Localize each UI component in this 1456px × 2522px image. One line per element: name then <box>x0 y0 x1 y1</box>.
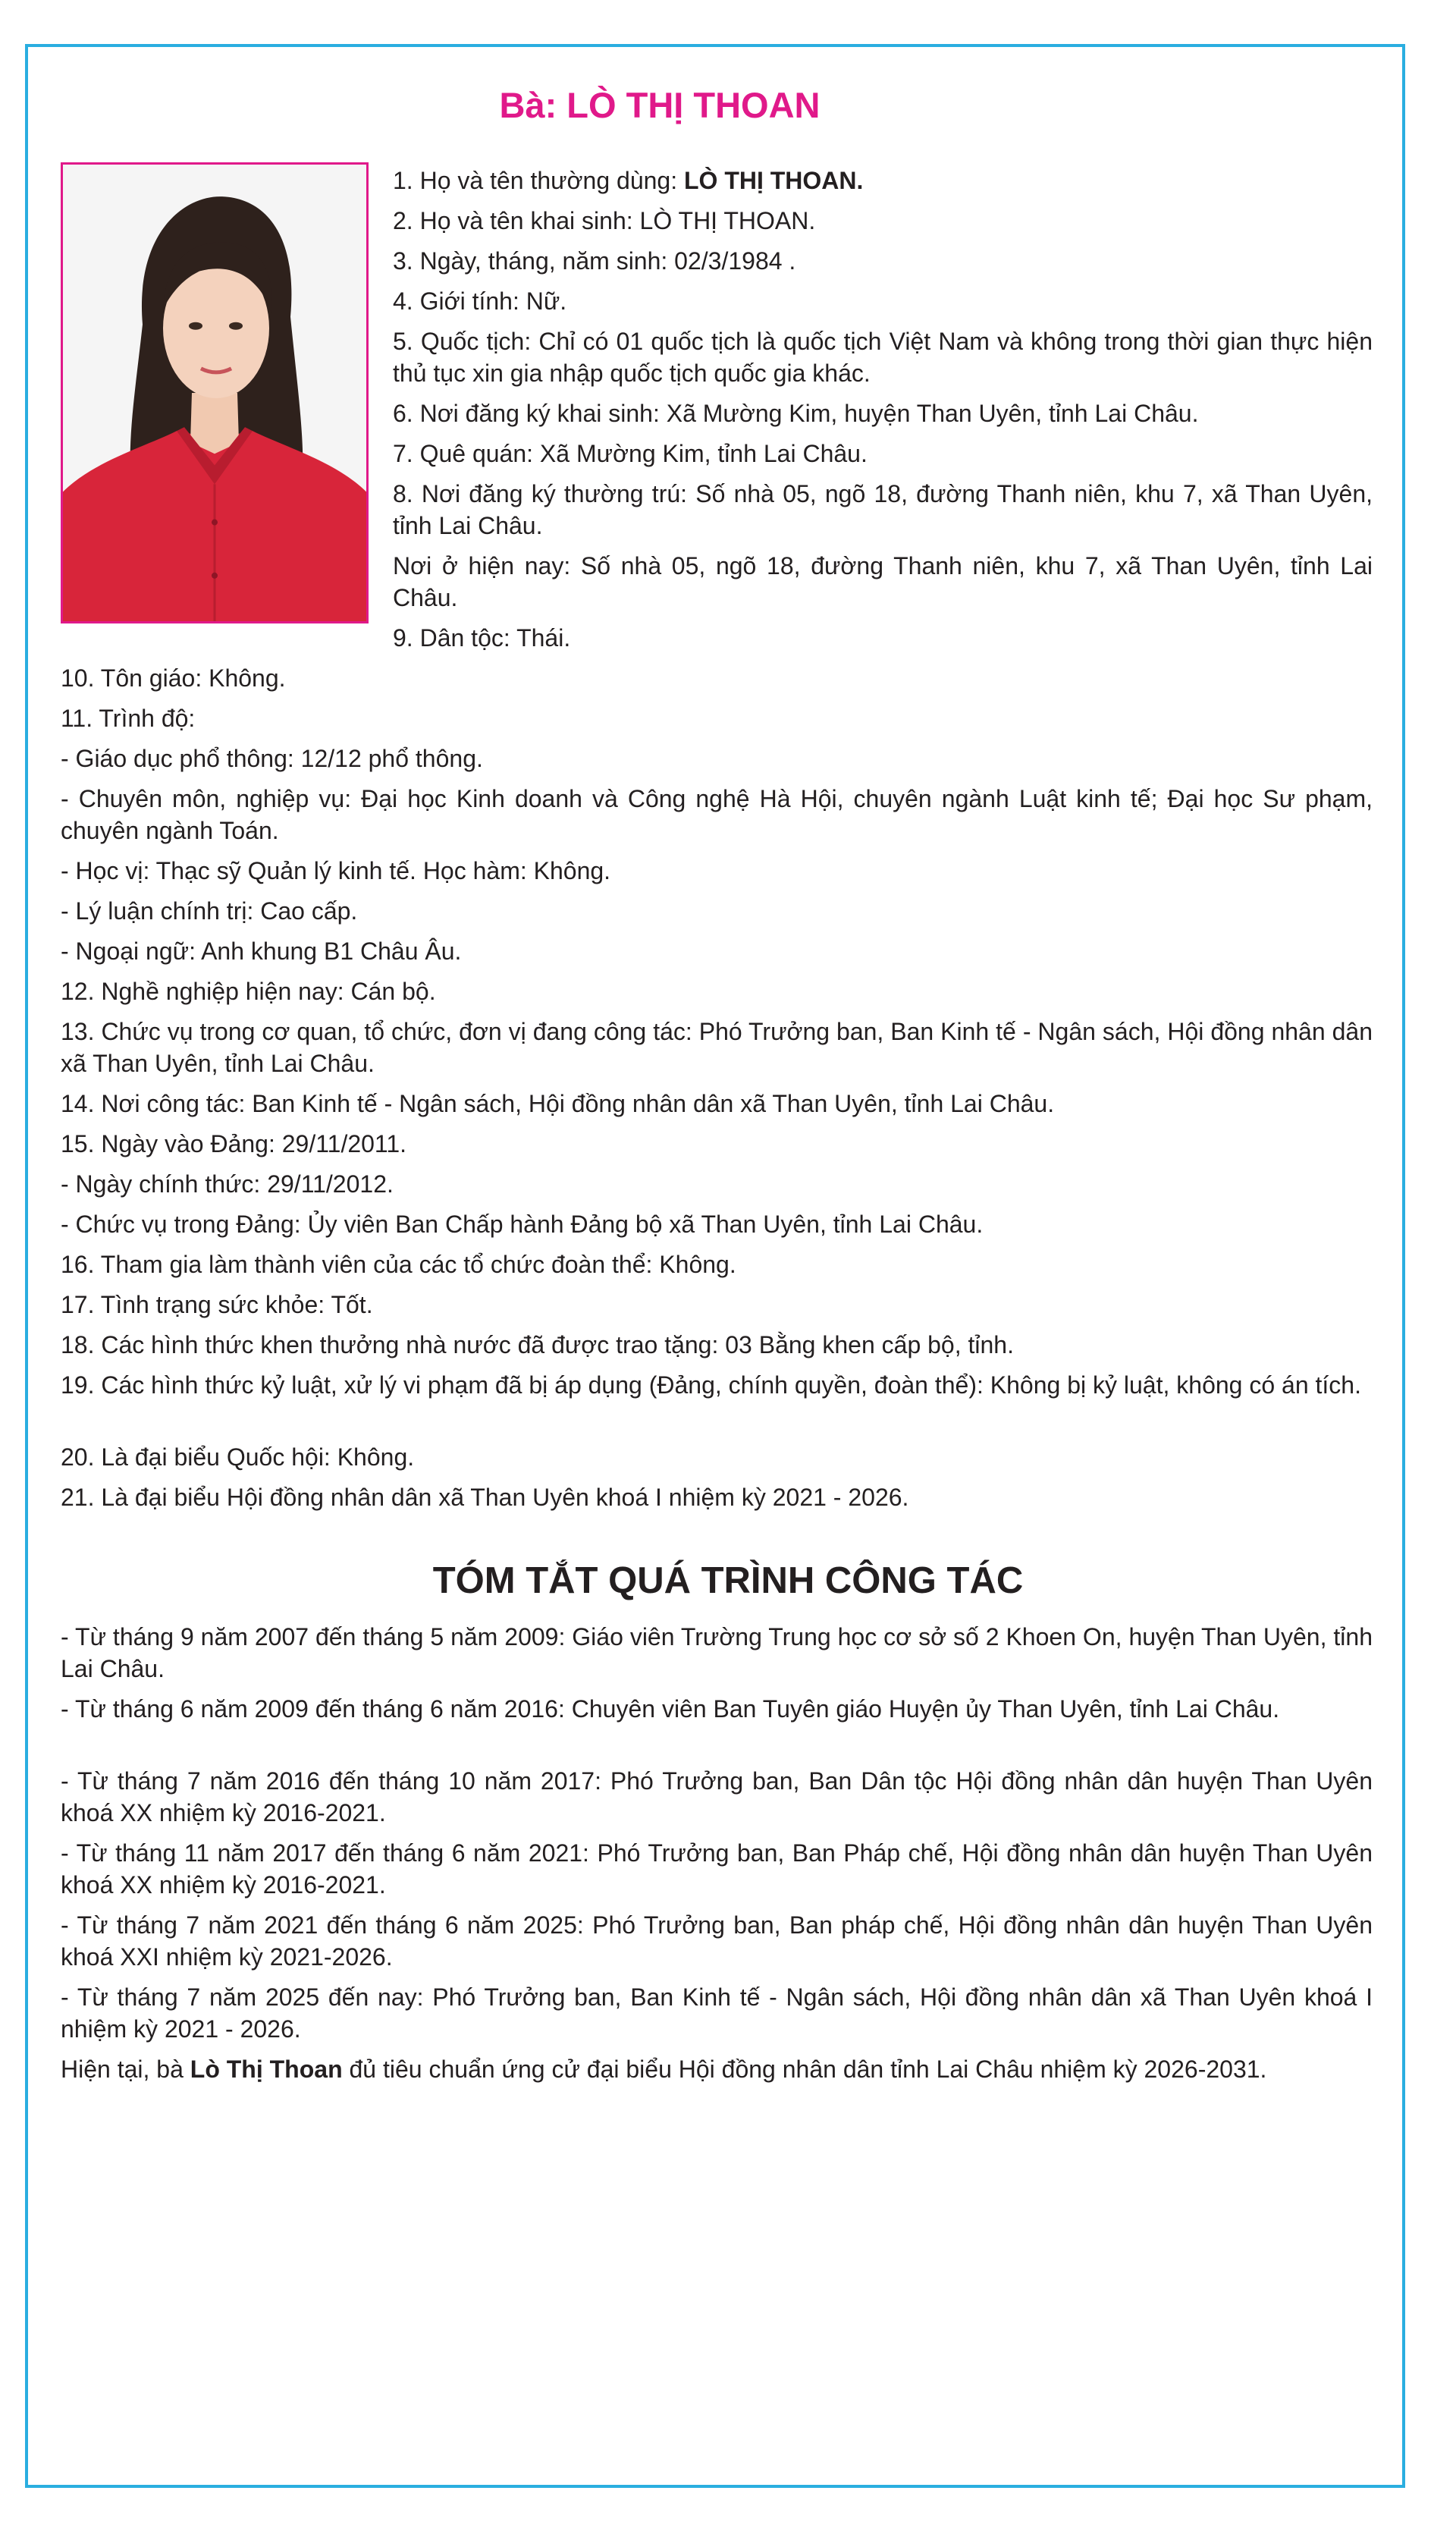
item-19: 19. Các hình thức kỷ luật, xử lý vi phạm đã bị áp dụng (Đảng, chính quyền, đoàn thể): Không bị kỷ luật, không có án tích. <box>61 1371 1361 1399</box>
item-7: 7. Quê quán: Xã Mường Kim, tỉnh Lai Châu. <box>393 440 868 467</box>
item-15: 15. Ngày vào Đảng: 29/11/2011. <box>61 1130 407 1157</box>
item-9: 9. Dân tộc: Thái. <box>393 624 571 652</box>
item-16: 16. Tham gia làm thành viên của các tổ chức đoàn thể: Không. <box>61 1251 736 1278</box>
item-11-degree: - Học vị: Thạc sỹ Quản lý kinh tế. Học hàm: Không. <box>61 857 611 884</box>
item-18: 18. Các hình thức khen thưởng nhà nước đã được trao tặng: 03 Bằng khen cấp bộ, tỉnh. <box>61 1331 1014 1358</box>
item-14: 14. Nơi công tác: Ban Kinh tế - Ngân sách, Hội đồng nhân dân xã Than Uyên, tỉnh Lai Châu. <box>61 1090 1055 1117</box>
item-11: 11. Trình độ: <box>61 705 196 732</box>
item-6: 6. Nơi đăng ký khai sinh: Xã Mường Kim, huyện Than Uyên, tỉnh Lai Châu. <box>393 400 1199 427</box>
item-15-official-date: - Ngày chính thức: 29/11/2012. <box>61 1170 394 1198</box>
summary-item: - Từ tháng 9 năm 2007 đến tháng 5 năm 2009: Giáo viên Trường Trung học cơ sở số 2 Khoen On, huyện Than Uyên, tỉnh Lai Châu. <box>61 1623 1373 1682</box>
item-17: 17. Tình trạng sức khỏe: Tốt. <box>61 1291 373 1318</box>
current-residence: Nơi ở hiện nay: Số nhà 05, ngõ 18, đường Thanh niên, khu 7, xã Than Uyên, tỉnh Lai Châu. <box>393 552 1373 611</box>
page-title: Bà: LÒ THỊ THOAN <box>499 85 821 125</box>
summary-item: - Từ tháng 7 năm 2016 đến tháng 10 năm 2017: Phó Trưởng ban, Ban Dân tộc Hội đồng nhân dân huyện Than Uyên khoá XX nhiệm kỳ 2016-2021. <box>61 1767 1373 1826</box>
item-10: 10. Tôn giáo: Không. <box>61 664 286 692</box>
item-20: 20. Là đại biểu Quốc hội: Không. <box>61 1443 415 1471</box>
item-2: 2. Họ và tên khai sinh: LÒ THỊ THOAN. <box>393 207 816 234</box>
conclusion-suffix: đủ tiêu chuẩn ứng cử đại biểu Hội đồng nhân dân tỉnh Lai Châu nhiệm kỳ 2026-2031. <box>342 2056 1267 2083</box>
item-4: 4. Giới tính: Nữ. <box>393 287 567 315</box>
summary-item: - Từ tháng 6 năm 2009 đến tháng 6 năm 2016: Chuyên viên Ban Tuyên giáo Huyện ủy Than Uyên, tỉnh Lai Châu. <box>61 1695 1280 1723</box>
conclusion-name: Lò Thị Thoan <box>190 2056 343 2083</box>
item-1-label: 1. Họ và tên thường dùng: <box>393 167 684 194</box>
item-11-education: - Giáo dục phổ thông: 12/12 phổ thông. <box>61 745 483 772</box>
item-11-profession: - Chuyên môn, nghiệp vụ: Đại học Kinh doanh và Công nghệ Hà Hội, chuyên ngành Luật kinh tế; Đại học Sư phạm, chuyên ngành Toán. <box>61 785 1373 844</box>
item-11-political-theory: - Lý luận chính trị: Cao cấp. <box>61 897 358 925</box>
summary-heading: TÓM TẮT QUÁ TRÌNH CÔNG TÁC <box>432 1560 1024 1601</box>
item-1-value: LÒ THỊ THOAN. <box>683 167 864 194</box>
item-1 <box>393 165 1373 196</box>
item-21: 21. Là đại biểu Hội đồng nhân dân xã Than Uyên khoá I nhiệm kỳ 2021 - 2026. <box>61 1484 909 1511</box>
item-11-language: - Ngoại ngữ: Anh khung B1 Châu Âu. <box>61 938 462 965</box>
summary-item: - Từ tháng 7 năm 2021 đến tháng 6 năm 2025: Phó Trưởng ban, Ban pháp chế, Hội đồng nhân dân huyện Than Uyên khoá XXI nhiệm kỳ 2021-2026. <box>61 1911 1373 1971</box>
item-3: 3. Ngày, tháng, năm sinh: 02/3/1984 . <box>393 247 796 275</box>
item-8: 8. Nơi đăng ký thường trú: Số nhà 05, ngõ 18, đường Thanh niên, khu 7, xã Than Uyên, tỉnh Lai Châu. <box>393 480 1373 539</box>
item-12: 12. Nghề nghiệp hiện nay: Cán bộ. <box>61 978 436 1005</box>
summary-item: - Từ tháng 7 năm 2025 đến nay: Phó Trưởng ban, Ban Kinh tế - Ngân sách, Hội đồng nhân dân xã Than Uyên khoá I nhiệm kỳ 2021 - 2026. <box>61 1983 1373 2043</box>
item-13: 13. Chức vụ trong cơ quan, tổ chức, đơn vị đang công tác: Phó Trưởng ban, Ban Kinh tế - Ngân sách, Hội đồng nhân dân xã Than Uyên, tỉnh Lai Châu. <box>61 1018 1373 1077</box>
item-15-party-position: - Chức vụ trong Đảng: Ủy viên Ban Chấp hành Đảng bộ xã Than Uyên, tỉnh Lai Châu. <box>61 1211 984 1238</box>
portrait-image <box>63 165 366 621</box>
item-5: 5. Quốc tịch: Chỉ có 01 quốc tịch là quốc tịch Việt Nam và không trong thời gian thực hiện thủ tục xin gia nhập quốc tịch quốc gia khác. <box>393 328 1373 387</box>
conclusion-prefix: Hiện tại, bà <box>61 2056 190 2083</box>
conclusion <box>61 2053 1373 2085</box>
portrait-photo <box>61 162 369 623</box>
summary-item: - Từ tháng 11 năm 2017 đến tháng 6 năm 2021: Phó Trưởng ban, Ban Pháp chế, Hội đồng nhân dân huyện Than Uyên khoá XX nhiệm kỳ 2016-2021. <box>61 1839 1373 1899</box>
